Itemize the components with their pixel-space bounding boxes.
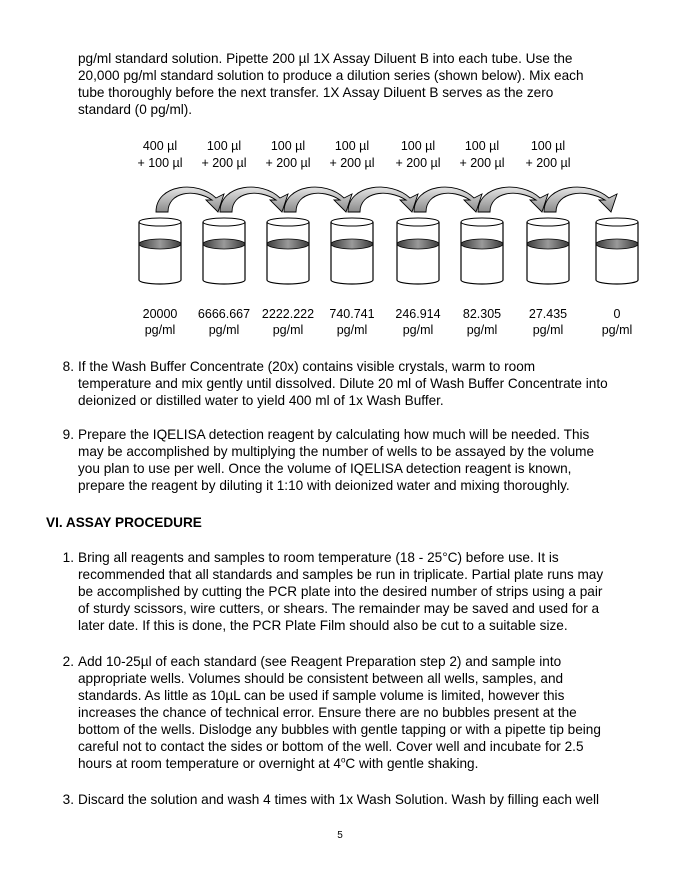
text-line: standard (0 pg/ml). bbox=[78, 102, 193, 117]
text-line: may be accomplished by multiplying the number of wells to be assayed by the volume bbox=[78, 444, 595, 459]
text-line: prepare the reagent by diluting it 1:10 with deionized water and mixing thoroughly. bbox=[78, 478, 570, 493]
transfer-arrow bbox=[156, 187, 224, 212]
text-line: standards. As little as 10µL can be used if sample volume is limited, however this bbox=[78, 688, 565, 703]
diluent-volume: + 200 µl bbox=[265, 156, 311, 170]
text-segment: C with gentle shaking. bbox=[345, 756, 479, 771]
concentration-label bbox=[529, 306, 567, 338]
section-heading: VI. ASSAY PROCEDURE bbox=[46, 515, 202, 530]
transfer-volume-label bbox=[459, 138, 504, 172]
concentration-label bbox=[395, 306, 440, 338]
concentration-unit: pg/ml bbox=[272, 323, 304, 337]
text-line: careful not to contact the sides or bottom of the well. Cover well and incubate for 2.5 bbox=[78, 739, 584, 754]
test-tube bbox=[267, 218, 309, 284]
transfer-volume-label bbox=[201, 138, 246, 172]
concentration-unit: pg/ml bbox=[466, 323, 498, 337]
text-line: appropriate wells. Volumes should be consistent between all wells, samples, and bbox=[78, 671, 564, 686]
text-line: pg/ml standard solution. Pipette 200 µl 1X Assay Diluent B into each tube. Use the bbox=[78, 51, 573, 66]
test-tube bbox=[139, 218, 181, 284]
list-number: 1. bbox=[62, 550, 74, 565]
concentration-unit: pg/ml bbox=[601, 323, 633, 337]
diluent-volume: + 200 µl bbox=[525, 156, 571, 170]
concentration-label bbox=[463, 306, 501, 338]
transfer-volume-label bbox=[395, 138, 440, 172]
text-line: be accomplished by cutting the PCR plate into the desired number of strips using a pair bbox=[78, 584, 603, 599]
text-line: you plan to use per well. Once the volume of IQELISA detection reagent is known, bbox=[78, 461, 572, 476]
test-tube bbox=[331, 218, 373, 284]
transfer-volume: 100 µl bbox=[530, 139, 566, 153]
text-line: increases the chance of technical error. Ensure there are no bubbles present at the bbox=[78, 705, 577, 720]
transfer-arrow bbox=[220, 187, 288, 212]
text-line: Prepare the IQELISA detection reagent by calculating how much will be needed. This bbox=[78, 427, 590, 442]
concentration-label bbox=[262, 306, 314, 338]
transfer-volume: 400 µl bbox=[142, 139, 178, 153]
concentration-unit: pg/ml bbox=[144, 323, 176, 337]
text-line: of sturdy scissors, wire cutters, or shears. The remainder may be saved and used for a bbox=[78, 601, 600, 616]
list-number: 9. bbox=[62, 427, 74, 442]
diluent-volume: + 200 µl bbox=[329, 156, 375, 170]
transfer-volume-label bbox=[329, 138, 374, 172]
concentration-unit: pg/ml bbox=[336, 323, 368, 337]
transfer-volume-label bbox=[525, 138, 570, 172]
dilution-series-diagram bbox=[0, 130, 680, 345]
text-line: Discard the solution and wash 4 times with 1x Wash Solution. Wash by filling each well bbox=[78, 792, 600, 807]
concentration-unit: pg/ml bbox=[402, 323, 434, 337]
concentration-label bbox=[143, 306, 178, 338]
test-tube bbox=[397, 218, 439, 284]
transfer-arrow bbox=[478, 187, 548, 212]
diluent-volume: + 200 µl bbox=[395, 156, 441, 170]
test-tube bbox=[203, 218, 245, 284]
test-tube bbox=[527, 218, 569, 284]
transfer-volume-label bbox=[265, 138, 310, 172]
degree-superscript: o bbox=[340, 755, 346, 765]
transfer-volume: 100 µl bbox=[206, 139, 242, 153]
transfer-arrow bbox=[414, 187, 482, 212]
concentration-value: 246.914 bbox=[395, 307, 441, 321]
text-line: If the Wash Buffer Concentrate (20x) contains visible crystals, warm to room bbox=[78, 359, 536, 374]
text-segment: hours at room temperature or overnight at 4 bbox=[78, 756, 341, 771]
concentration-label bbox=[602, 306, 633, 338]
concentration-value: 6666.667 bbox=[197, 307, 251, 321]
page-number: 5 bbox=[337, 830, 343, 841]
text-line: Add 10-25µl of each standard (see Reagent Preparation step 2) and sample into bbox=[78, 654, 562, 669]
concentration-value: 27.435 bbox=[528, 307, 568, 321]
transfer-arrow bbox=[348, 187, 418, 212]
concentration-label bbox=[198, 306, 250, 338]
concentration-label bbox=[329, 306, 374, 338]
text-line: tube thoroughly before the next transfer. 1X Assay Diluent B serves as the zero bbox=[78, 85, 554, 100]
test-tube bbox=[461, 218, 503, 284]
diluent-volume: + 200 µl bbox=[201, 156, 247, 170]
text-line: later date. If this is done, the PCR Plate Film should also be cut to a suitable size. bbox=[78, 618, 568, 633]
text-line bbox=[78, 755, 601, 772]
list-number: 8. bbox=[62, 359, 74, 374]
transfer-volume: 100 µl bbox=[464, 139, 500, 153]
list-number: 2. bbox=[62, 654, 74, 669]
concentration-value: 740.741 bbox=[329, 307, 375, 321]
transfer-arrow bbox=[284, 187, 352, 212]
transfer-volume: 100 µl bbox=[400, 139, 436, 153]
transfer-volume-label bbox=[137, 138, 182, 172]
concentration-unit: pg/ml bbox=[532, 323, 564, 337]
diluent-volume: + 200 µl bbox=[459, 156, 505, 170]
text-line: recommended that all standards and samples be run in triplicate. Partial plate runs may bbox=[78, 567, 604, 582]
test-tube bbox=[596, 218, 638, 284]
concentration-value: 2222.222 bbox=[261, 307, 315, 321]
list-number: 3. bbox=[62, 792, 74, 807]
transfer-volume: 100 µl bbox=[334, 139, 370, 153]
transfer-volume: 100 µl bbox=[270, 139, 306, 153]
text-line: deionized or distilled water to yield 400 ml of 1x Wash Buffer. bbox=[78, 393, 444, 408]
diluent-volume: + 100 µl bbox=[137, 156, 183, 170]
text-line: Bring all reagents and samples to room temperature (18 - 25°C) before use. It is bbox=[78, 550, 559, 565]
text-line: temperature and mix gently until dissolved. Dilute 20 ml of Wash Buffer Concentrate into bbox=[78, 376, 608, 391]
concentration-value: 20000 bbox=[142, 307, 178, 321]
intro-paragraph bbox=[78, 50, 584, 118]
concentration-value: 0 bbox=[613, 307, 621, 321]
concentration-value: 82.305 bbox=[462, 307, 502, 321]
concentration-unit: pg/ml bbox=[208, 323, 240, 337]
transfer-arrow bbox=[544, 187, 617, 212]
text-line: 20,000 pg/ml standard solution to produce a dilution series (shown below). Mix each bbox=[78, 68, 584, 83]
text-line: bottom of the wells. Dislodge any bubbles with gentle tapping or with a pipette tip being bbox=[78, 722, 601, 737]
